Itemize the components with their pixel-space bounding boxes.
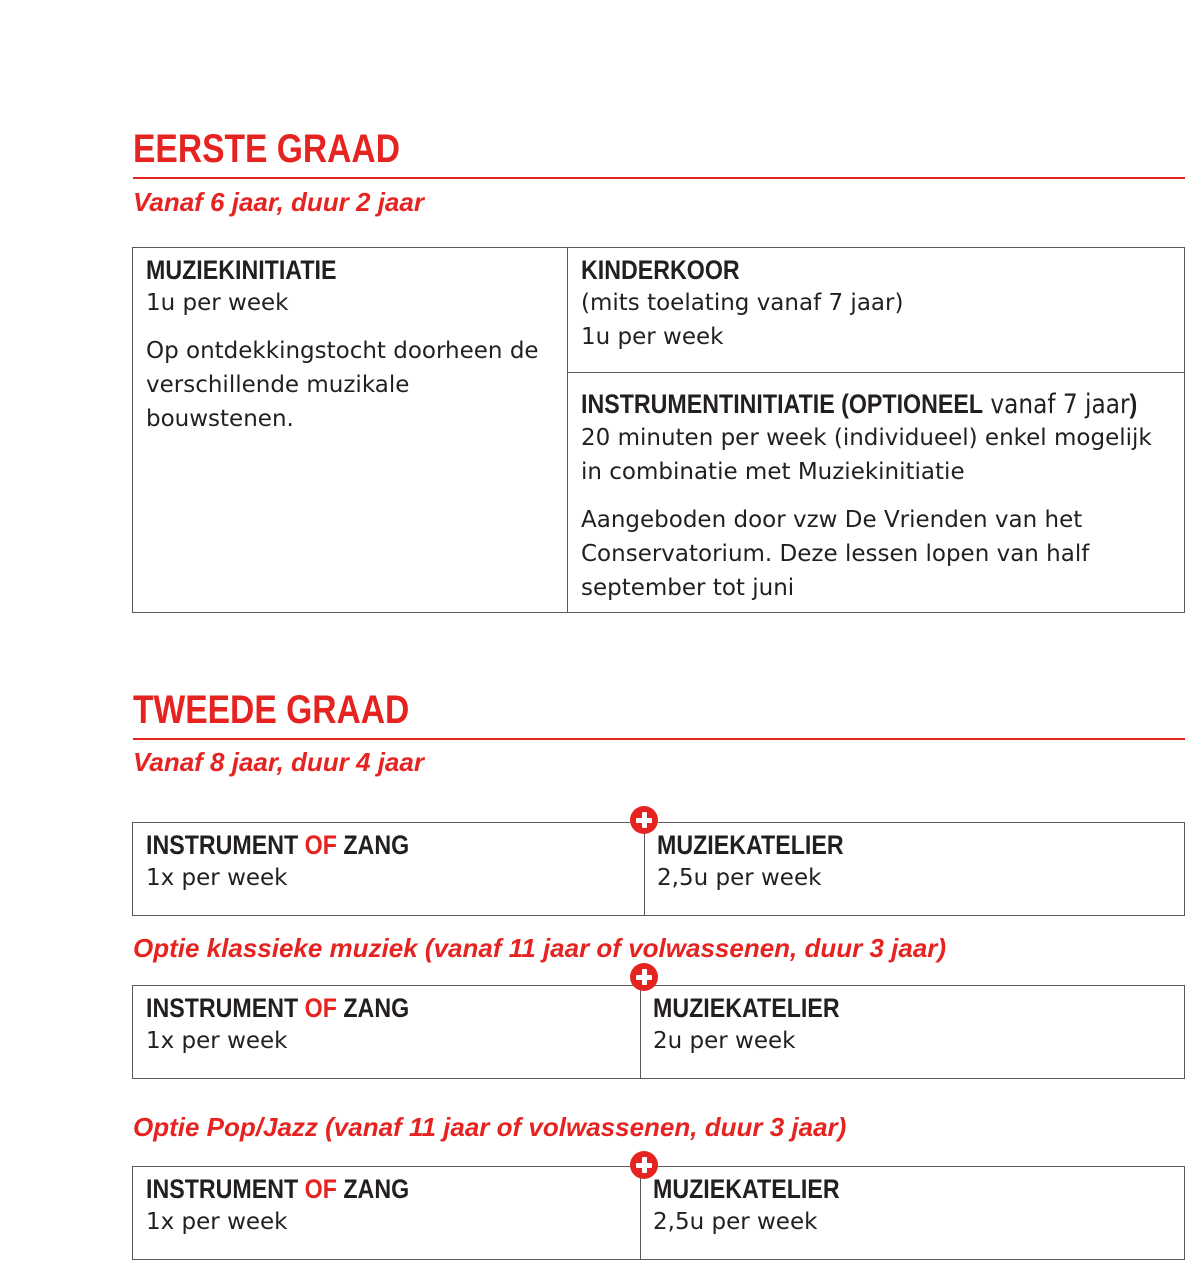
muziekatelier-frequency: 2,5u per week	[653, 1209, 818, 1235]
instrument-cell	[146, 829, 636, 895]
column-divider	[567, 248, 568, 612]
tweede-graad-title: TWEEDE GRAAD	[133, 688, 410, 732]
instrumentinitiatie-note: Aangeboden door vzw De Vrienden van het Conservatorium. Deze lessen lopen van half september tot juni	[581, 507, 1090, 601]
instrument-label: INSTRUMENT	[146, 993, 305, 1023]
optie-popjazz-table	[132, 1166, 1185, 1260]
kinderkoor-condition: (mits toelating vanaf 7 jaar)	[581, 290, 904, 316]
muziekatelier-frequency: 2,5u per week	[657, 865, 822, 891]
muziekatelier-heading: MUZIEKATELIER	[653, 993, 840, 1023]
muziekatelier-heading: MUZIEKATELIER	[657, 830, 844, 860]
instrument-frequency: 1x per week	[146, 1209, 288, 1235]
plus-circle-icon	[630, 963, 658, 991]
muziekatelier-cell	[653, 992, 1153, 1058]
of-label: OF	[304, 993, 337, 1023]
of-label: OF	[304, 830, 337, 860]
of-label: OF	[304, 1174, 337, 1204]
zang-label: ZANG	[336, 1174, 410, 1204]
column-divider	[640, 986, 641, 1078]
instrument-frequency: 1x per week	[146, 1028, 288, 1054]
instrument-heading	[146, 829, 567, 861]
muziekinitiatie-description: Op ontdekkingstocht doorheen de verschillende muzikale bouwstenen.	[146, 338, 539, 432]
tweede-graad-subtitle: Vanaf 8 jaar, duur 4 jaar	[133, 747, 424, 777]
instrumentinitiatie-heading-main: INSTRUMENTINITIATIE (OPTIONEEL	[581, 389, 984, 419]
zang-label: ZANG	[336, 830, 410, 860]
eerste-graad-rule	[133, 177, 1185, 179]
muziekinitiatie-cell	[146, 254, 556, 436]
plus-circle-icon	[630, 1151, 658, 1179]
instrumentinitiatie-heading-close: )	[1129, 389, 1138, 419]
instrument-cell	[146, 1173, 636, 1239]
muziekatelier-frequency: 2u per week	[653, 1028, 796, 1054]
instrument-heading	[146, 1173, 567, 1205]
instrumentinitiatie-heading	[581, 388, 1138, 421]
muziekatelier-cell	[657, 829, 1157, 895]
muziekatelier-cell	[653, 1173, 1153, 1239]
muziekatelier-heading: MUZIEKATELIER	[653, 1174, 840, 1204]
instrument-label: INSTRUMENT	[146, 1174, 305, 1204]
zang-label: ZANG	[336, 993, 410, 1023]
column-divider	[640, 1167, 641, 1259]
kinderkoor-heading: KINDERKOOR	[581, 255, 740, 285]
kinderkoor-frequency: 1u per week	[581, 324, 724, 350]
tweede-graad-table	[132, 822, 1185, 916]
instrumentinitiatie-cell	[581, 388, 1161, 605]
instrumentinitiatie-description: 20 minuten per week (individueel) enkel mogelijk in combinatie met Muziekinitiatie	[581, 425, 1152, 485]
instrument-frequency: 1x per week	[146, 865, 288, 891]
instrument-heading	[146, 992, 567, 1024]
optie-klassiek-table	[132, 985, 1185, 1079]
plus-circle-icon	[630, 806, 658, 834]
eerste-graad-title: EERSTE GRAAD	[133, 127, 400, 171]
instrument-label: INSTRUMENT	[146, 830, 305, 860]
optie-klassiek-subtitle: Optie klassieke muziek (vanaf 11 jaar of volwassenen, duur 3 jaar)	[133, 933, 947, 963]
instrument-cell	[146, 992, 636, 1058]
tweede-graad-rule	[133, 738, 1185, 740]
muziekinitiatie-frequency: 1u per week	[146, 290, 289, 316]
kinderkoor-cell	[581, 254, 1161, 354]
eerste-graad-subtitle: Vanaf 6 jaar, duur 2 jaar	[133, 187, 424, 217]
eerste-graad-table	[132, 247, 1185, 613]
optie-popjazz-subtitle: Optie Pop/Jazz (vanaf 11 jaar of volwassenen, duur 3 jaar)	[133, 1112, 847, 1142]
column-divider	[644, 823, 645, 915]
instrumentinitiatie-heading-age: vanaf 7 jaar	[983, 389, 1130, 420]
row-divider	[567, 372, 1184, 373]
muziekinitiatie-heading: MUZIEKINITIATIE	[146, 255, 337, 285]
